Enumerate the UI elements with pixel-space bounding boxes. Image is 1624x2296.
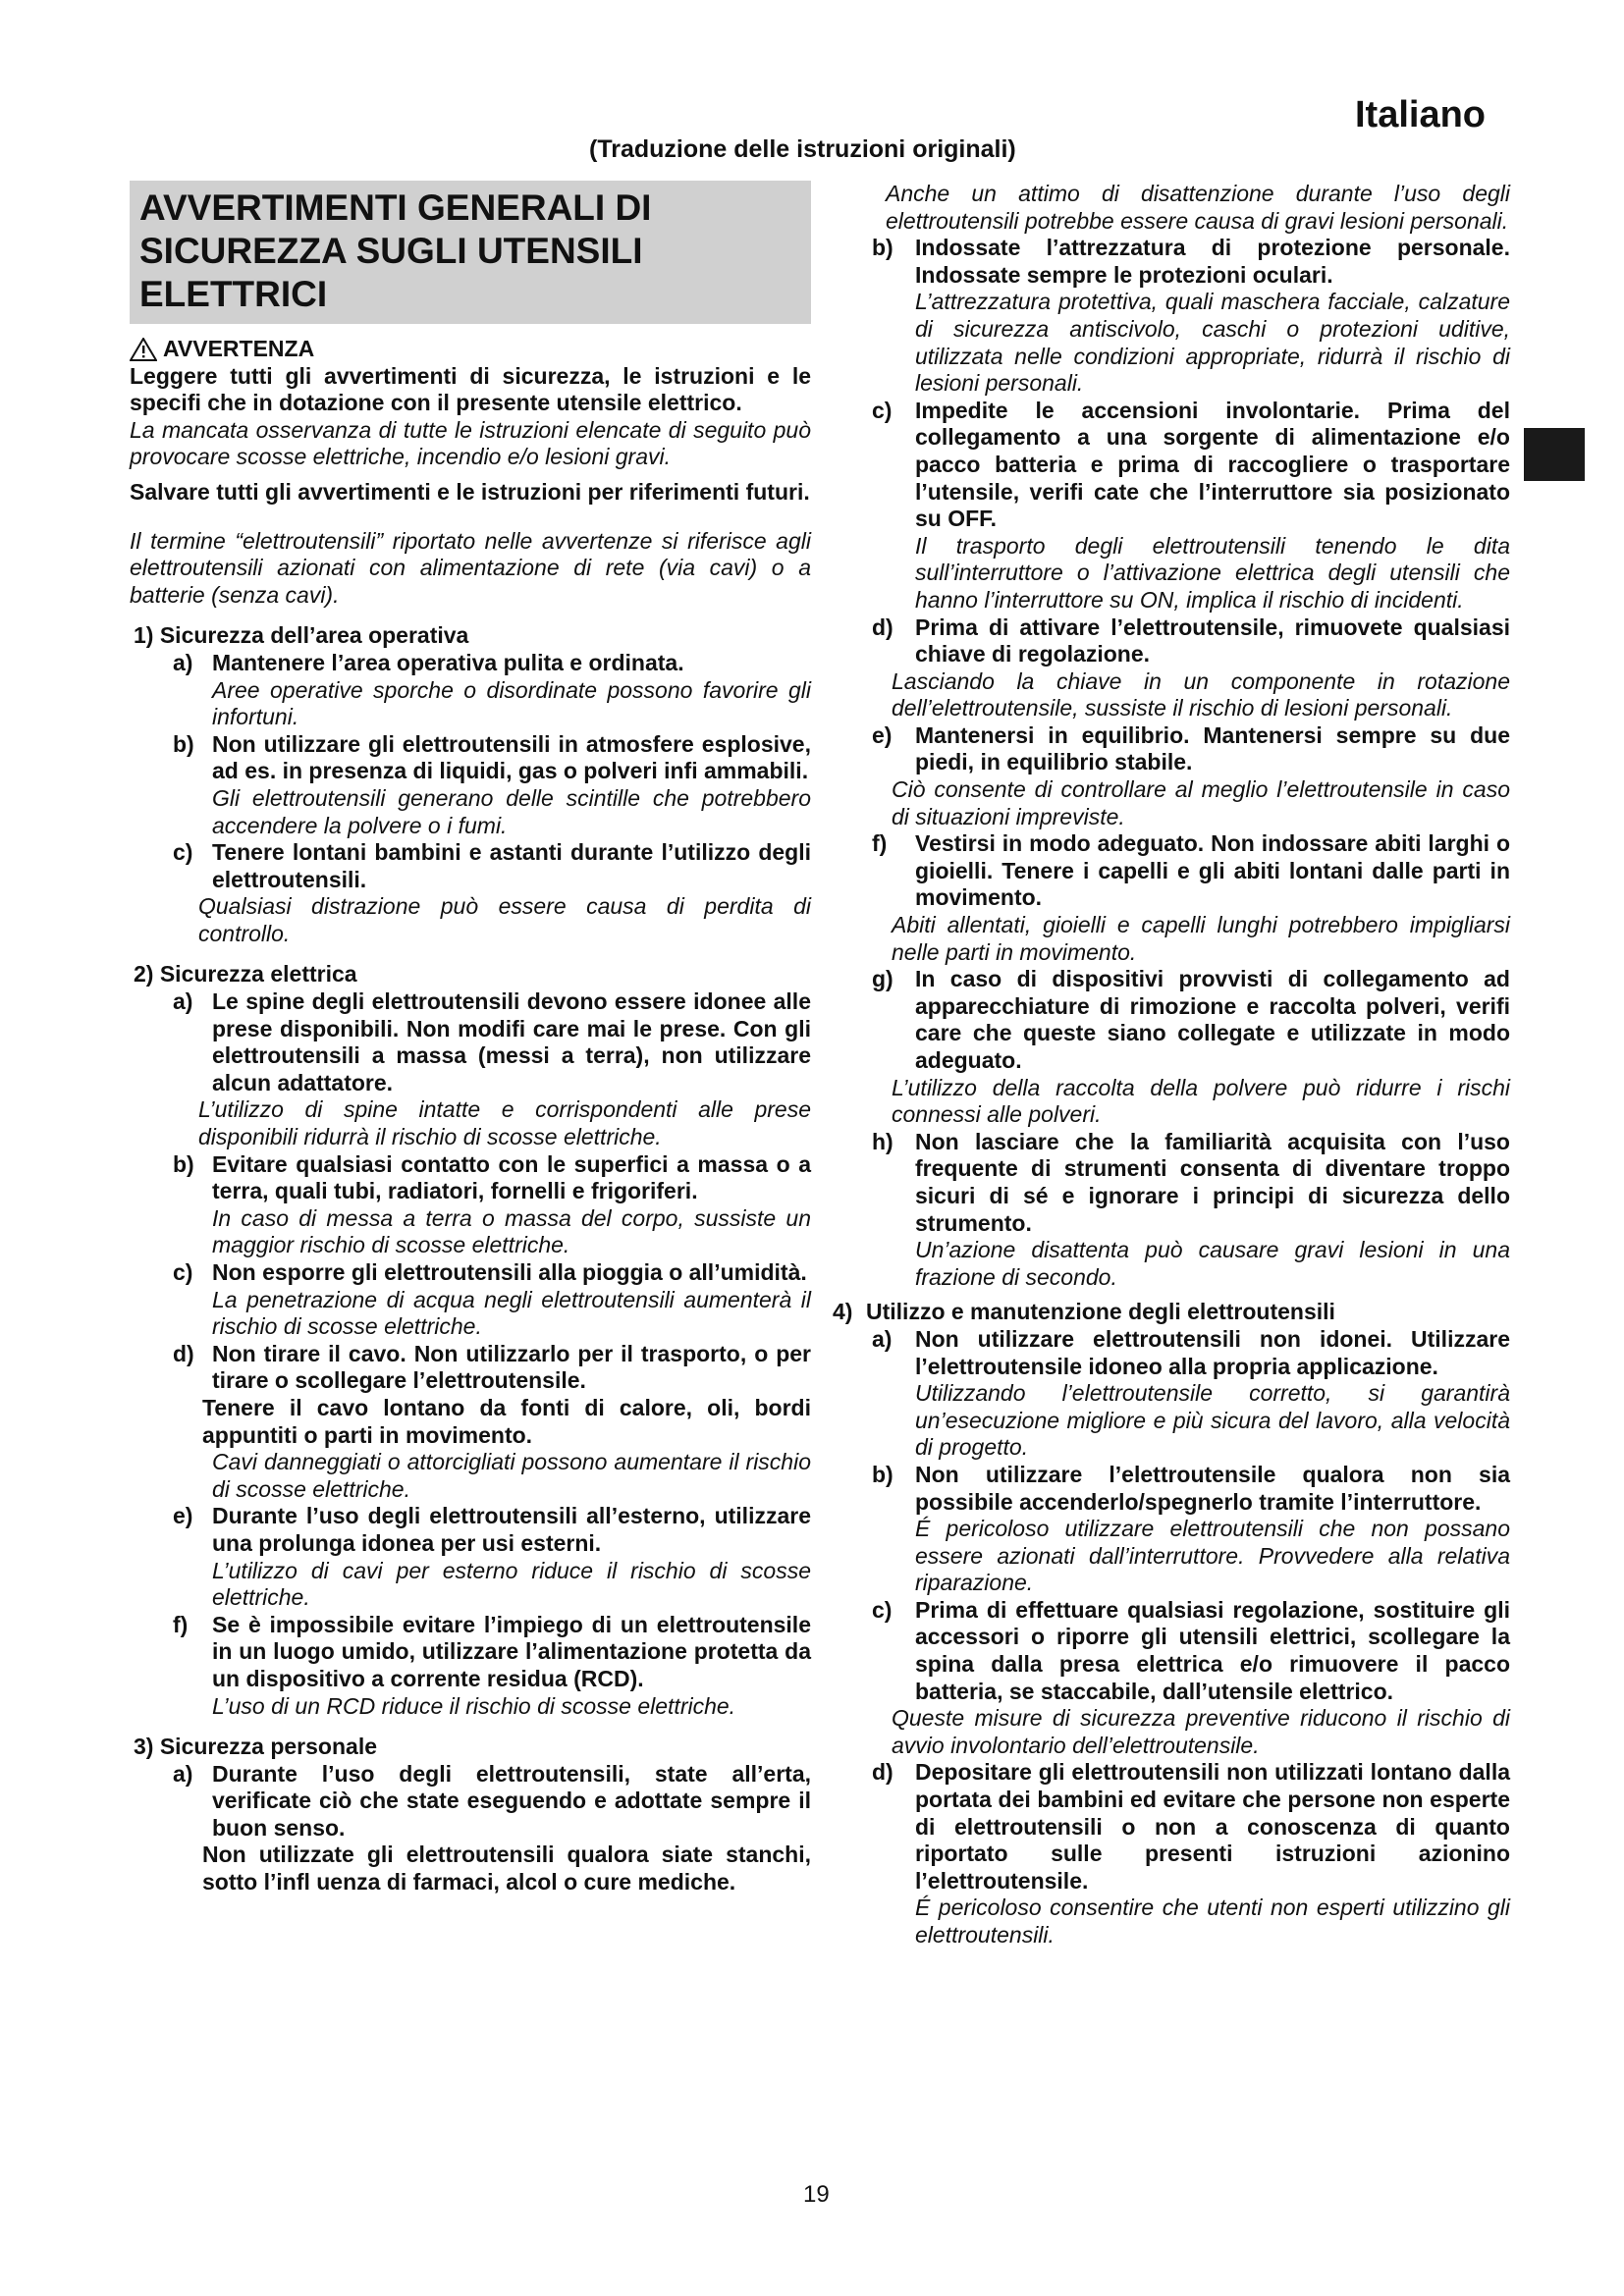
section-4-item-d: d) Depositare gli elettroutensili non utilizzati lontano dalla portata dei bambini ed evitare che persone non esperte di elettroutensili o non a conoscenza di quanto riportato sulle presenti istruzioni azionino l’elettroutensile. [872,1759,1510,1894]
section-4-item-c-note: Queste misure di sicurezza preventive riducono il rischio di avvio involontario dell’elettroutensile. [892,1705,1510,1758]
section-3-item-a-extra: Non utilizzate gli elettroutensili qualora siate stanchi, sotto l’infl uenza di farmaci, alcol o cure mediche. [202,1842,811,1896]
section-3-item-c: c) Impedite le accensioni involontarie. Prima del collegamento a una sorgente di alimentazione e/o pacco batteria e prima di raccogliere o trasportare l’utensile, verifi cate che l’interruttore sia posizionato su OFF. [872,397,1510,532]
section-2-item-c: c) Non esporre gli elettroutensili alla pioggia o all’umidità. [173,1259,807,1285]
section-1-item-b: b) Non utilizzare gli elettroutensili in atmosfere esplosive, ad es. in presenza di liquidi, gas o polveri infi ammabili. [173,730,811,784]
right-column [833,181,1510,1949]
intro-italic: La mancata osservanza di tutte le istruzioni elencate di seguito può provocare scosse elettriche, incendio e/o lesioni gravi. [130,416,811,470]
section-3-item-f-note: Abiti allentati, gioielli e capelli lunghi potrebbero impigliarsi nelle parti in movimento. [892,912,1510,965]
section-2-item-b-note: In caso di messa a terra o massa del corpo, sussiste un maggior rischio di scosse elettriche. [212,1204,811,1258]
language-label: Italiano [1355,94,1487,135]
section-2-item-a: a) Le spine degli elettroutensili devono essere idonee alle prese disponibili. Non modifi care mai le prese. Con gli elettroutensili a massa (messi a terra), non utilizzare alcun adattatore. [173,988,811,1095]
section-3-item-d: d) Prima di attivare l’elettroutensile, rimuovete qualsiasi chiave di regolazione. [872,614,1510,667]
section-3-item-d-note: Lasciando la chiave in un componente in rotazione dell’elettroutensile, sussiste il rischio di lesioni personali. [892,667,1510,721]
section-4-item-b-note: É pericoloso utilizzare elettroutensili che non possano essere azionati dall’interruttore. Provvedere alla relativa riparazione. [915,1516,1510,1596]
section-2-item-f-note: L’uso di un RCD riduce il rischio di scosse elettriche. [212,1692,736,1719]
section-3-item-a: a) Durante l’uso degli elettroutensili, state all’erta, verificate ciò che state eseguendo e adottate sempre il buon senso. [173,1760,811,1841]
section-3-item-b-note: L’attrezzatura protettiva, quali maschera facciale, calzature di sicurezza antiscivolo, caschi o protezioni uditive, utilizzata nelle condizioni appropriate, ridurrà il rischio di lesioni personali. [915,289,1510,397]
section-3-item-e-note: Ciò consente di controllare al meglio l’elettroutensile in caso di situazioni impreviste. [892,776,1510,829]
section-3-item-f: f) Vestirsi in modo adeguato. Non indossare abiti larghi o gioielli. Tenere i capelli e gli abiti lontani dalle parti in movimento. [872,830,1510,911]
section-3-heading: 3) Sicurezza personale [134,1734,377,1760]
section-tab-marker [1524,428,1585,481]
section-3-item-h: h) Non lasciare che la familiarità acquisita con l’uso frequente di strumenti consenta di diventare troppo sicuri di sé e ignorare i principi di sicurezza dello strumento. [872,1128,1510,1236]
section-3-item-b: b) Indossate l’attrezzatura di protezione personale. Indossate sempre le protezioni oculari. [872,235,1510,288]
section-2-item-d-extra: Tenere il cavo lontano da fonti di calore, oli, bordi appuntiti o parti in movimento. [202,1394,811,1448]
section-1-item-a-note: Aree operative sporche o disordinate possono favorire gli infortuni. [212,676,811,730]
section-2-heading: 2) Sicurezza elettrica [134,961,357,988]
page-number: 19 [803,2181,830,2208]
warning-triangle-icon [130,338,157,361]
section-1-item-c: c) Tenere lontani bambini e astanti durante l’utilizzo degli elettroutensili. [173,839,811,892]
term-definition: Il termine “elettroutensili” riportato nelle avvertenze si riferisce agli elettroutensili azionati con alimentazione di rete (via cavi) o a batterie (senza cavi). [130,527,811,608]
warning-label: AVVERTENZA [163,336,315,361]
section-1-item-a: a) Mantenere l’area operativa pulita e ordinata. [173,649,684,675]
section-2-item-e-note: L’utilizzo di cavi per esterno riduce il rischio di scosse elettriche. [212,1557,811,1611]
section-3-item-e: e) Mantenersi in equilibrio. Mantenersi sempre su due piedi, in equilibrio stabile. [872,721,1510,775]
section-2-item-b: b) Evitare qualsiasi contatto con le superfici a massa o a terra, quali tubi, radiatori, fornelli e frigoriferi. [173,1150,811,1204]
save-instructions: Salvare tutti gli avvertimenti e le istruzioni per riferimenti futuri. [130,478,810,505]
section-1-item-b-note: Gli elettroutensili generano delle scintille che potrebbero accendere la polvere o i fumi. [212,784,811,838]
section-4-item-a: a) Non utilizzare elettroutensili non idonei. Utilizzare l’elettroutensile idoneo alla propria applicazione. [872,1325,1510,1379]
section-4-item-b: b) Non utilizzare l’elettroutensile qualora non sia possibile accenderlo/spegnerlo tramite l’interruttore. [872,1461,1510,1515]
section-3-item-a-note: Anche un attimo di disattenzione durante l’uso degli elettroutensili potrebbe essere causa di gravi lesioni personali. [886,181,1510,234]
section-banner: AVVERTIMENTI GENERALI DI SICUREZZA SUGLI UTENSILI ELETTRICI [130,181,811,324]
section-4-heading: 4) Utilizzo e manutenzione degli elettroutensili [833,1299,1335,1325]
warning-heading [130,336,811,363]
section-3-item-c-note: Il trasporto degli elettroutensili tenendo le dita sull’interruttore o l’attivazione elettrica degli utensili che hanno l’interruttore su ON, implica il rischio di incidenti. [915,532,1510,613]
section-2-item-d: d) Non tirare il cavo. Non utilizzarlo per il trasporto, o per tirare o scollegare l’elettroutensile. [173,1340,811,1394]
section-4-item-c: c) Prima di effettuare qualsiasi regolazione, sostituire gli accessori o riporre gli utensili elettrici, scollegare la spina dalla presa elettrica e/o rimuovere il pacco batteria, se staccabile, dall’utensile elettrico. [872,1596,1510,1704]
section-4-item-d-note: É pericoloso consentire che utenti non esperti utilizzino gli elettroutensili. [915,1895,1510,1948]
section-1-item-c-note: Qualsiasi distrazione può essere causa di perdita di controllo. [198,893,811,946]
section-4-item-a-note: Utilizzando l’elettroutensile corretto, si garantirà un’esecuzione migliore e più sicura del lavoro, alla velocità di progetto. [915,1380,1510,1461]
section-3-item-h-note: Un’azione disattenta può causare gravi lesioni in una frazione di secondo. [915,1237,1510,1290]
section-3-item-g-note: L’utilizzo della raccolta della polvere può ridurre i rischi connessi alle polveri. [892,1074,1510,1128]
section-2-item-f: f) Se è impossibile evitare l’impiego di un elettroutensile in un luogo umido, utilizzare l’alimentazione protetta da un dispositivo a corrente residua (RCD). [173,1611,811,1691]
intro-text: Leggere tutti gli avvertimenti di sicurezza, le istruzioni e le specifi che in dotazione con il presente utensile elettrico. [130,362,811,416]
section-2-item-d-note: Cavi danneggiati o attorcigliati possono aumentare il rischio di scosse elettriche. [212,1449,811,1502]
translation-subtitle: (Traduzione delle istruzioni originali) [589,135,1016,163]
left-column [130,181,811,1896]
section-3-item-g: g) In caso di dispositivi provvisti di collegamento ad apparecchiature di rimozione e raccolta polveri, verifi care che queste siano collegate e utilizzate in modo adeguato. [872,966,1510,1073]
section-2-item-e: e) Durante l’uso degli elettroutensili all’esterno, utilizzare una prolunga idonea per usi esterni. [173,1503,811,1556]
section-1-heading: 1) Sicurezza dell’area operativa [134,622,469,649]
section-2-item-c-note: La penetrazione di acqua negli elettroutensili aumenterà il rischio di scosse elettriche. [212,1286,811,1340]
section-2-item-a-note: L’utilizzo di spine intatte e corrispondenti alle prese disponibili ridurrà il rischio di scosse elettriche. [198,1096,811,1150]
